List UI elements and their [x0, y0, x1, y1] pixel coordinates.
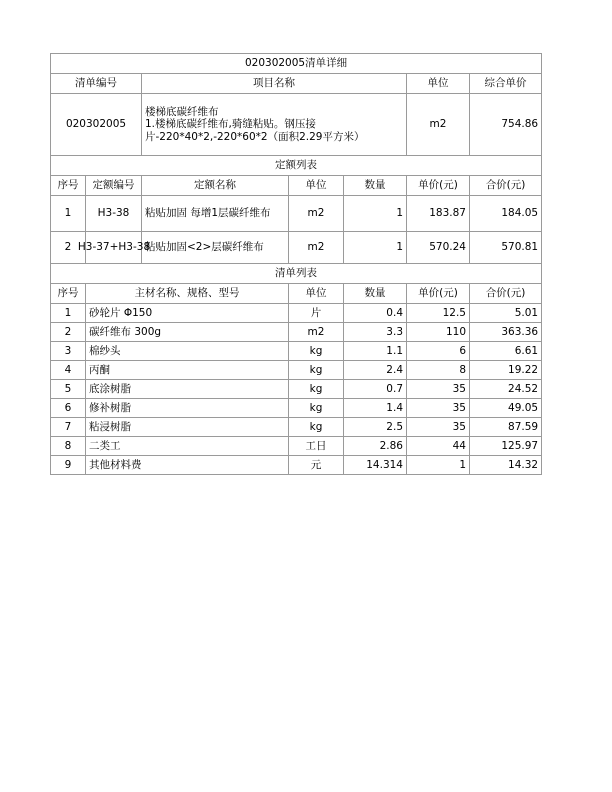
quota-header-row — [51, 176, 542, 196]
material-unit: kg — [289, 380, 344, 399]
material-price: 35 — [407, 399, 470, 418]
material-qty: 2.86 — [344, 437, 407, 456]
material-total: 87.59 — [470, 418, 542, 437]
material-name: 丙酮 — [86, 361, 289, 380]
material-header-row — [51, 284, 542, 304]
material-unit: 工日 — [289, 437, 344, 456]
material-unit: kg — [289, 342, 344, 361]
material-price: 110 — [407, 323, 470, 342]
material-total: 14.32 — [470, 456, 542, 475]
material-name: 底涂树脂 — [86, 380, 289, 399]
quota-name: 粘贴加固<2>层碳纤维布 — [142, 232, 289, 264]
quota-unit: m2 — [289, 196, 344, 232]
bill-description — [142, 94, 407, 156]
material-price-header: 单价(元) — [407, 284, 470, 304]
material-unit: 元 — [289, 456, 344, 475]
quota-price: 183.87 — [407, 196, 470, 232]
material-seq: 8 — [51, 437, 86, 456]
material-qty: 2.5 — [344, 418, 407, 437]
material-price: 44 — [407, 437, 470, 456]
bill-row — [51, 94, 542, 156]
quota-seq-header: 序号 — [51, 176, 86, 196]
material-price: 12.5 — [407, 304, 470, 323]
material-name: 砂轮片 Φ150 — [86, 304, 289, 323]
material-name: 碳纤维布 300g — [86, 323, 289, 342]
quota-total-header: 合价(元) — [470, 176, 542, 196]
quota-name: 粘贴加固 每增1层碳纤维布 — [142, 196, 289, 232]
material-unit: kg — [289, 418, 344, 437]
material-row — [51, 342, 542, 361]
quota-seq: 1 — [51, 196, 86, 232]
quota-total: 184.05 — [470, 196, 542, 232]
quota-qty-header: 数量 — [344, 176, 407, 196]
material-row — [51, 380, 542, 399]
material-unit: 片 — [289, 304, 344, 323]
material-row — [51, 418, 542, 437]
material-price: 1 — [407, 456, 470, 475]
material-row — [51, 437, 542, 456]
bill-price: 754.86 — [470, 94, 542, 156]
material-total-header: 合价(元) — [470, 284, 542, 304]
material-unit: m2 — [289, 323, 344, 342]
material-row — [51, 323, 542, 342]
material-name-header: 主材名称、规格、型号 — [86, 284, 289, 304]
material-total: 24.52 — [470, 380, 542, 399]
sheet-title: 020302005清单详细 — [51, 54, 542, 74]
quota-section-title: 定额列表 — [51, 156, 542, 176]
bill-header-row — [51, 74, 542, 94]
material-seq: 2 — [51, 323, 86, 342]
bill-name-header: 项目名称 — [142, 74, 407, 94]
material-qty-header: 数量 — [344, 284, 407, 304]
material-qty: 14.314 — [344, 456, 407, 475]
material-price: 8 — [407, 361, 470, 380]
bill-unit-header: 单位 — [407, 74, 470, 94]
quota-code-text: H3-37+H3-38 — [77, 241, 151, 253]
material-unit: kg — [289, 399, 344, 418]
quota-price-header: 单价(元) — [407, 176, 470, 196]
material-qty: 1.4 — [344, 399, 407, 418]
quota-unit-header: 单位 — [289, 176, 344, 196]
quota-row — [51, 196, 542, 232]
material-total: 363.36 — [470, 323, 542, 342]
material-row — [51, 456, 542, 475]
material-name: 棉纱头 — [86, 342, 289, 361]
quota-code: H3-38 — [86, 196, 142, 232]
material-unit: kg — [289, 361, 344, 380]
quota-price: 570.24 — [407, 232, 470, 264]
material-row — [51, 399, 542, 418]
bill-feature: 1.楼梯底碳纤维布,骑缝粘贴。钢压接片-220*40*2,-220*60*2（面积2.29平方米） — [145, 118, 365, 143]
material-qty: 0.7 — [344, 380, 407, 399]
material-price: 35 — [407, 418, 470, 437]
material-qty: 3.3 — [344, 323, 407, 342]
material-qty: 1.1 — [344, 342, 407, 361]
material-price: 6 — [407, 342, 470, 361]
material-qty: 2.4 — [344, 361, 407, 380]
material-price: 35 — [407, 380, 470, 399]
material-section-row — [51, 264, 542, 284]
material-total: 19.22 — [470, 361, 542, 380]
material-name: 修补树脂 — [86, 399, 289, 418]
material-name: 粘浸树脂 — [86, 418, 289, 437]
bill-code: 020302005 — [51, 94, 142, 156]
material-seq: 7 — [51, 418, 86, 437]
material-name: 其他材料费 — [86, 456, 289, 475]
material-total: 49.05 — [470, 399, 542, 418]
quota-name-header: 定额名称 — [142, 176, 289, 196]
material-total: 125.97 — [470, 437, 542, 456]
material-seq: 3 — [51, 342, 86, 361]
material-seq: 4 — [51, 361, 86, 380]
bill-detail-table — [50, 53, 542, 475]
material-seq: 5 — [51, 380, 86, 399]
bill-name: 楼梯底碳纤维布 — [145, 105, 219, 118]
quota-code-clip — [77, 241, 151, 254]
bill-price-header: 综合单价 — [470, 74, 542, 94]
material-row — [51, 361, 542, 380]
material-total: 5.01 — [470, 304, 542, 323]
material-section-title: 清单列表 — [51, 264, 542, 284]
material-row — [51, 304, 542, 323]
bill-code-header: 清单编号 — [51, 74, 142, 94]
material-seq: 6 — [51, 399, 86, 418]
sheet-title-row — [51, 54, 542, 74]
quota-seq: 2 — [51, 232, 86, 264]
quota-row — [51, 232, 542, 264]
material-name: 二类工 — [86, 437, 289, 456]
material-seq: 9 — [51, 456, 86, 475]
quota-code-header: 定额编号 — [86, 176, 142, 196]
material-unit-header: 单位 — [289, 284, 344, 304]
material-seq: 1 — [51, 304, 86, 323]
quota-qty: 1 — [344, 196, 407, 232]
material-total: 6.61 — [470, 342, 542, 361]
quota-section-row — [51, 156, 542, 176]
material-seq-header: 序号 — [51, 284, 86, 304]
quota-qty: 1 — [344, 232, 407, 264]
quota-unit: m2 — [289, 232, 344, 264]
material-qty: 0.4 — [344, 304, 407, 323]
quota-total: 570.81 — [470, 232, 542, 264]
quota-code — [77, 232, 151, 264]
bill-unit: m2 — [407, 94, 470, 156]
